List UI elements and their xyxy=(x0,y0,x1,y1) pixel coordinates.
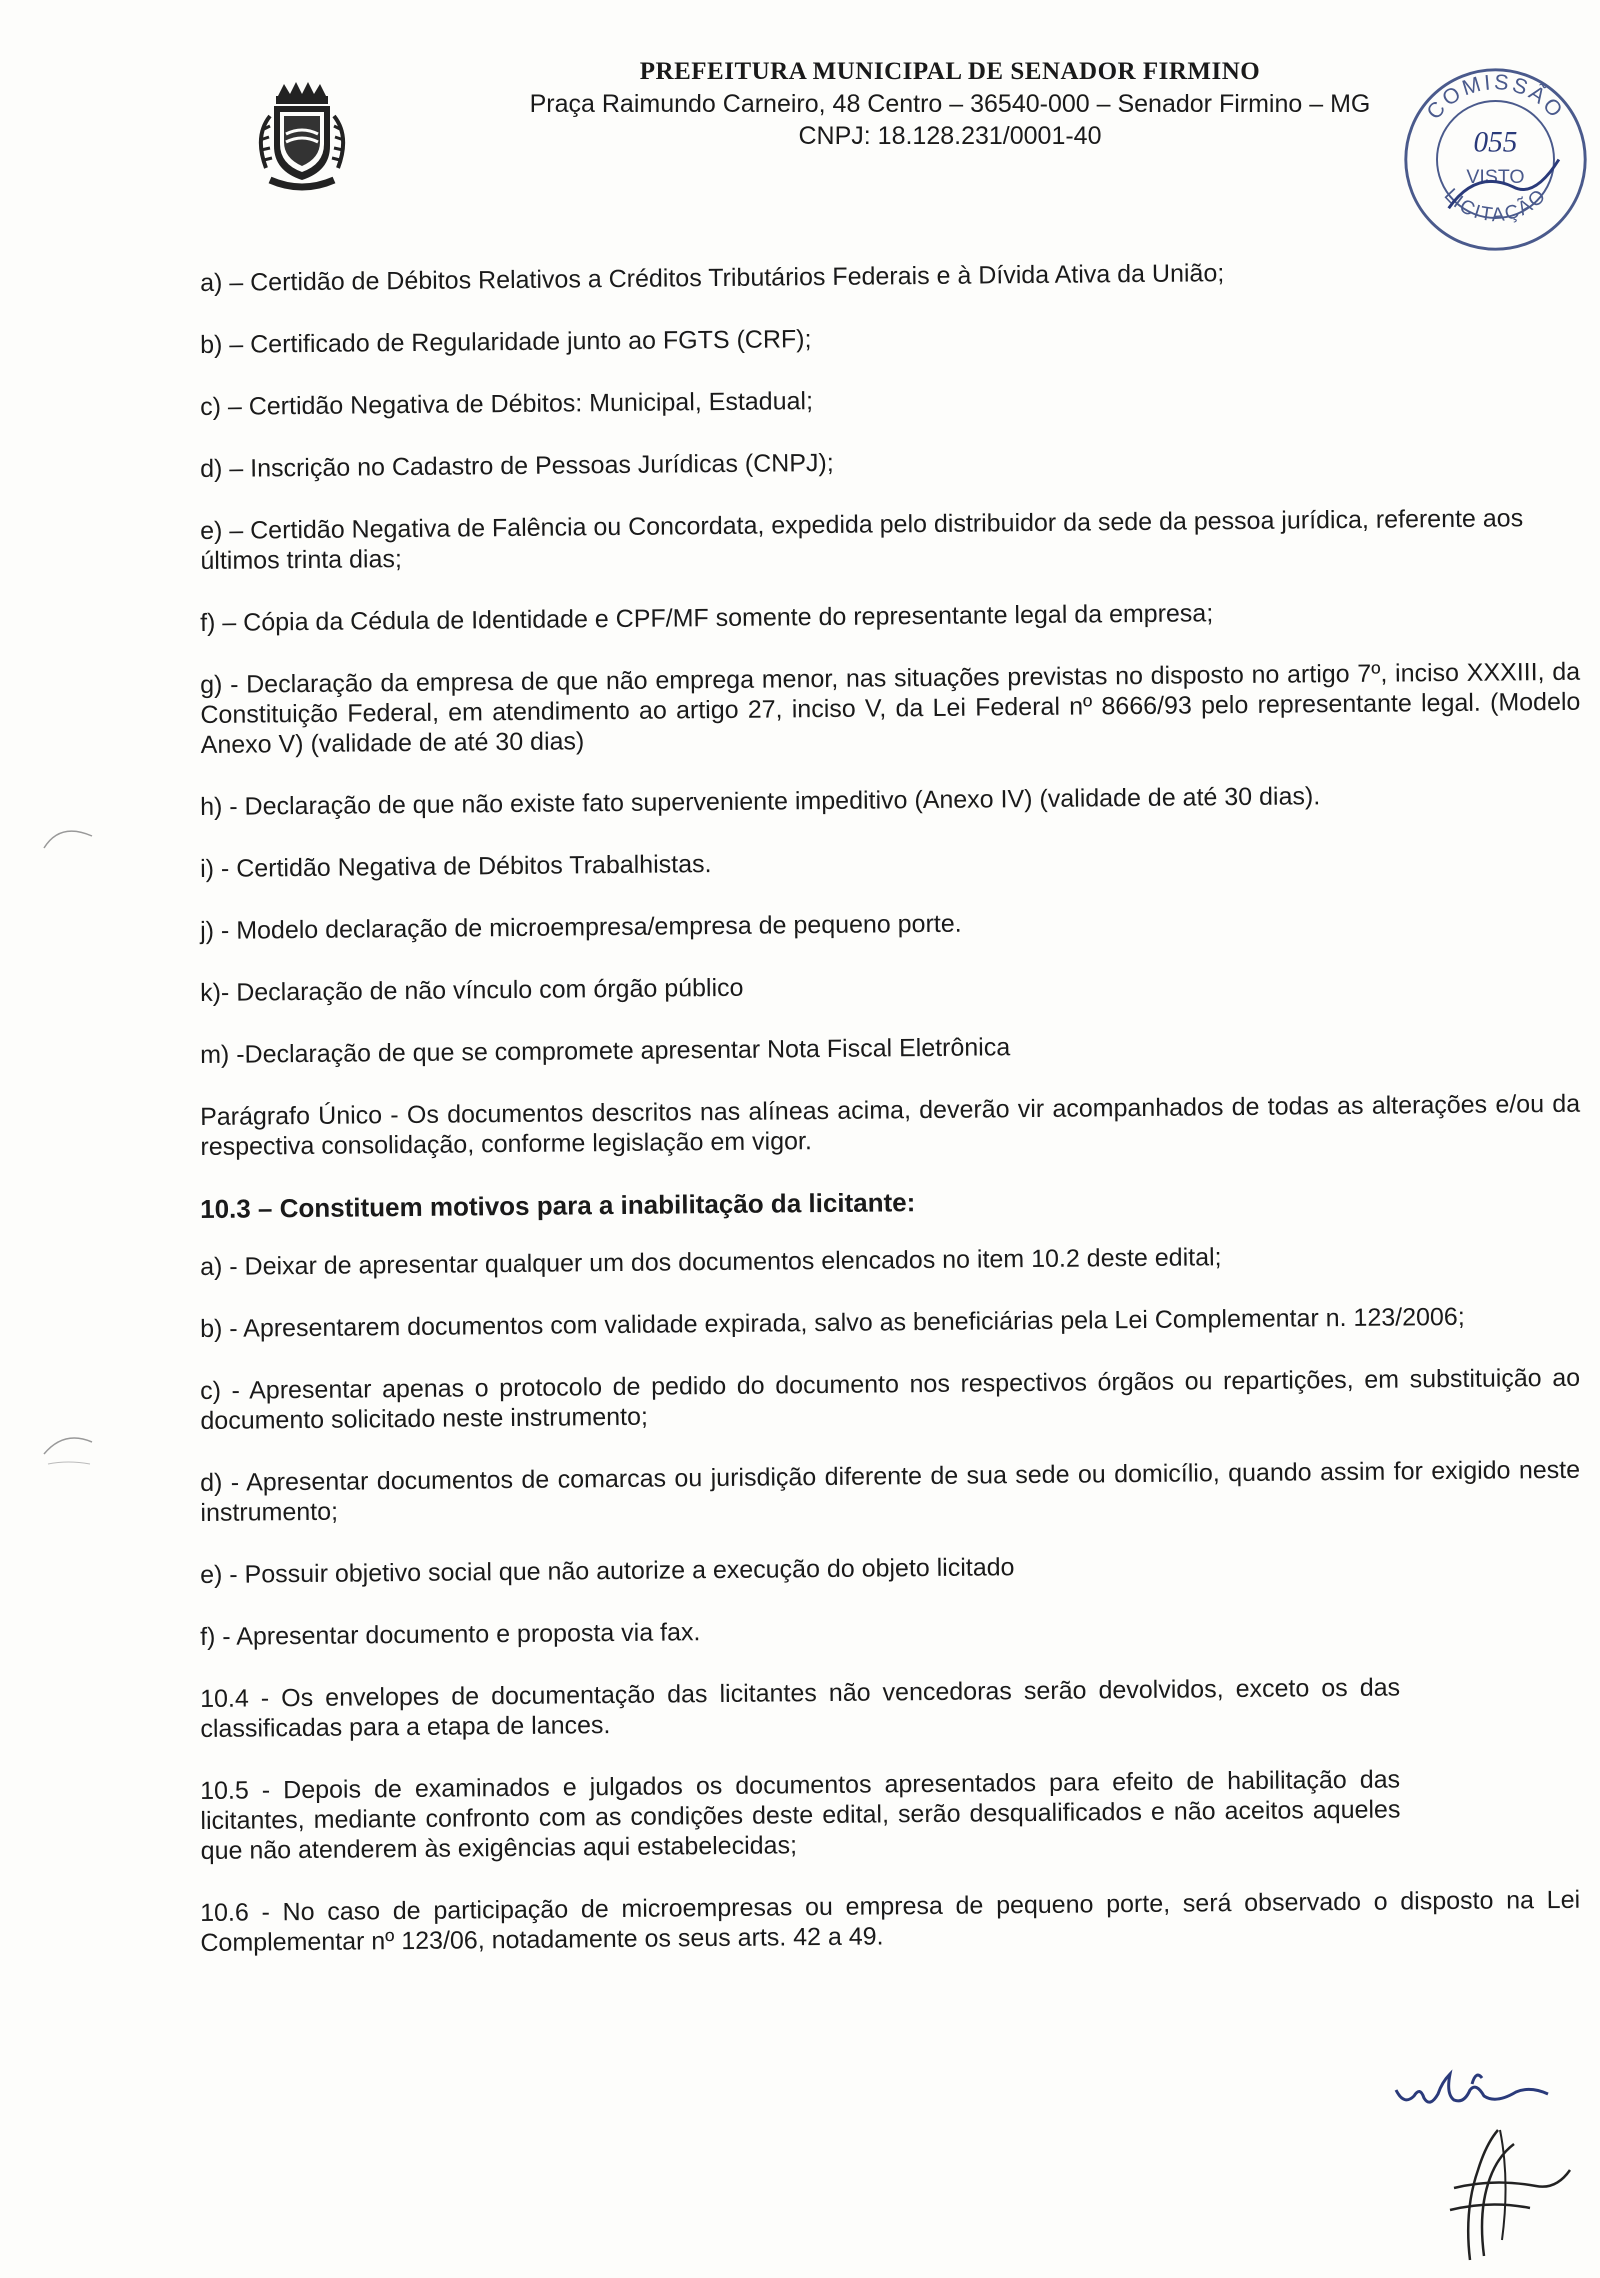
list-item: c) – Certidão Negativa de Débitos: Municipal, Estadual; xyxy=(200,387,814,421)
stamp-top-text: COMISSÃO xyxy=(1421,69,1570,124)
municipality-address: Praça Raimundo Carneiro, 48 Centro – 36540-000 – Senador Firmino – MG xyxy=(529,90,1371,118)
stamp-bottom-text: LICITAÇÃO xyxy=(1439,184,1552,227)
list-item: c) - Apresentar apenas o protocolo de pedido do documento nos respectivos órgãos ou repartições, em substituição ao documento solicitado neste instrumento; xyxy=(200,1363,1581,1435)
list-item: i) - Certidão Negativa de Débitos Trabalhistas. xyxy=(200,850,712,883)
stamp-number: 055 xyxy=(1473,126,1518,159)
paragraph-10-5: 10.5 - Depois de examinados e julgados os documentos apresentados para efeito de habilitação das licitantes, mediante confronto com as condições deste edital, serão desqualificados e não aceitos aqueles que não atenderem às exigências aqui estabelecidas; xyxy=(200,1765,1401,1865)
handwritten-signature xyxy=(1380,2060,1590,2270)
letterhead xyxy=(240,56,1440,176)
list-item: d) – Inscrição no Cadastro de Pessoas Jurídicas (CNPJ); xyxy=(200,448,834,483)
list-item: a) - Deixar de apresentar qualquer um dos documentos elencados no item 10.2 deste edital; xyxy=(200,1243,1222,1281)
commission-stamp xyxy=(1398,62,1593,257)
list-item: b) – Certificado de Regularidade junto ao FGTS (CRF); xyxy=(200,325,812,359)
list-item: h) - Declaração de que não existe fato superveniente impeditivo (Anexo IV) (validade de até 30 dias). xyxy=(200,782,1321,821)
list-item: f) – Cópia da Cédula de Identidade e CPF/MF somente do representante legal da empresa; xyxy=(200,599,1214,637)
paragraph-10-4: 10.4 - Os envelopes de documentação das licitantes não vencedoras serão devolvidos, exceto os das classificadas para a etapa de lances. xyxy=(200,1673,1401,1743)
svg-text:COMISSÃO xyxy=(1422,70,1569,124)
stamp-mid-text: VISTO xyxy=(1466,165,1525,188)
document-body xyxy=(200,259,1581,1990)
municipal-crest-icon xyxy=(240,76,360,196)
punch-hole-mark-icon xyxy=(40,1430,96,1466)
list-item: m) -Declaração de que se compromete apresentar Nota Fiscal Eletrônica xyxy=(200,1033,1011,1069)
paragrafo-unico: Parágrafo Único - Os documentos descritos nas alíneas acima, deverão vir acompanhados de todas as alterações e/ou da respectiva consolidação, conforme legislação em vigor. xyxy=(200,1089,1581,1161)
list-item: a) – Certidão de Débitos Relativos a Créditos Tributários Federais e à Dívida Ativa da União; xyxy=(200,259,1225,297)
list-item: b) - Apresentarem documentos com validade expirada, salvo as beneficiárias pela Lei Complementar n. 123/2006; xyxy=(200,1302,1465,1343)
svg-text:LICITAÇÃO xyxy=(1440,184,1552,226)
punch-hole-mark-icon xyxy=(40,818,96,854)
paragraph-10-6: 10.6 - No caso de participação de microempresas ou empresa de pequeno porte, será observado o disposto na Lei Complementar nº 123/06, notadamente os seus arts. 42 a 49. xyxy=(200,1885,1581,1957)
municipality-cnpj: CNPJ: 18.128.231/0001-40 xyxy=(798,122,1102,150)
list-item: j) - Modelo declaração de microempresa/empresa de pequeno porte. xyxy=(200,909,962,945)
municipality-name: PREFEITURA MUNICIPAL DE SENADOR FIRMINO xyxy=(639,58,1261,85)
list-item: e) – Certidão Negativa de Falência ou Concordata, expedida pelo distribuidor da sede da pessoa jurídica, referente aos últimos trinta dias; xyxy=(200,504,1524,575)
list-item: k)- Declaração de não vínculo com órgão público xyxy=(200,973,744,1007)
list-item: g) - Declaração da empresa de que não emprega menor, nas situações previstas no disposto no artigo 7º, inciso XXXIII, da Constituição Federal, em atendimento ao artigo 27, inciso V, da Lei Federal nº 8666/93 pelo representante legal. (Modelo Anexo V) (validade de até 30 dias) xyxy=(200,657,1581,759)
section-heading-10-3: 10.3 – Constituem motivos para a inabilitação da licitante: xyxy=(200,1187,916,1224)
list-item: f) - Apresentar documento e proposta via fax. xyxy=(200,1618,701,1651)
list-item: d) - Apresentar documentos de comarcas ou jurisdição diferente de sua sede ou domicílio, quando assim for exigido neste instrumento; xyxy=(200,1455,1581,1527)
list-item: e) - Possuir objetivo social que não autorize a execução do objeto licitado xyxy=(200,1553,1015,1589)
